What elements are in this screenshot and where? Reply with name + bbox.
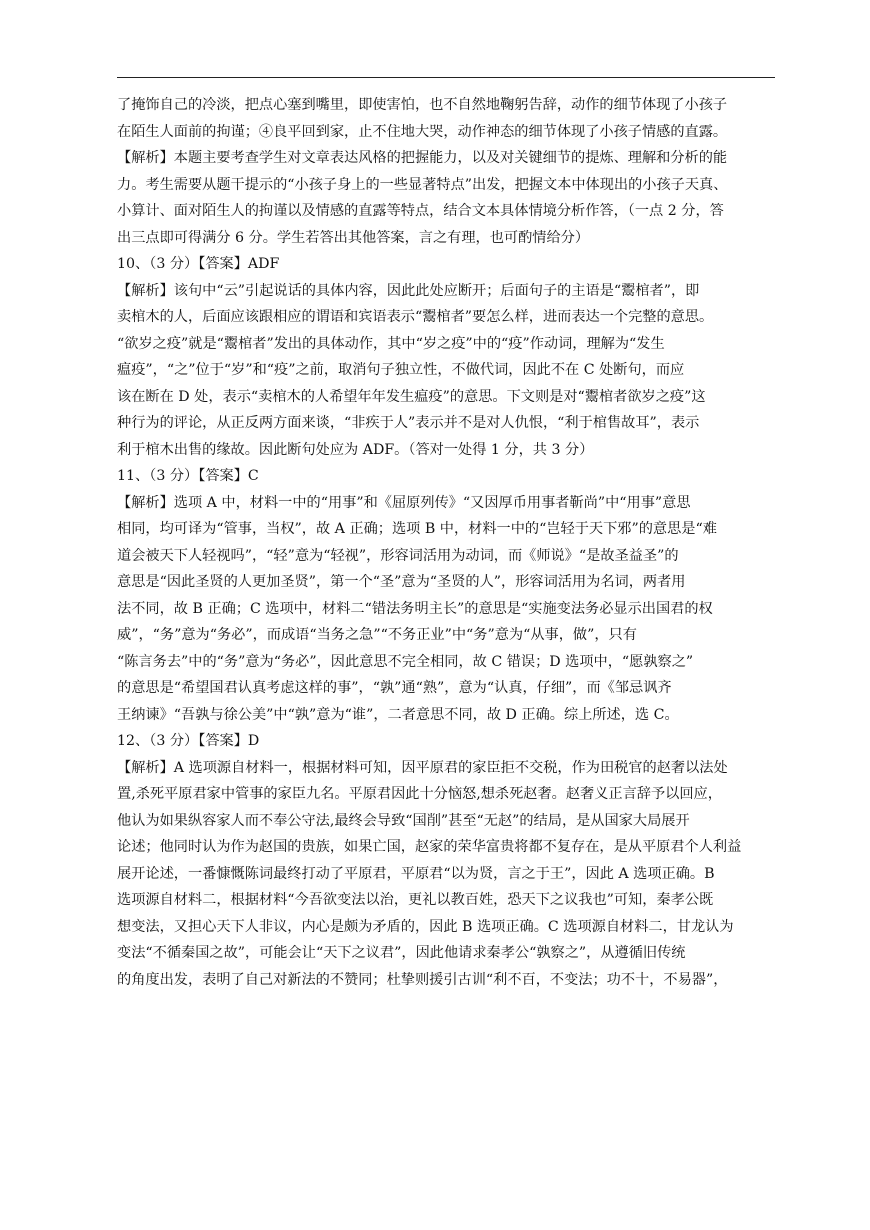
text-line: 论述；他同时认为作为赵国的贵族，如果亡国，赵家的荣华富贵将都不复存在，是从平原君个人利益	[117, 839, 742, 855]
answer-text-body	[117, 92, 777, 993]
text-line: 卖棺木的人，后面应该跟相应的谓语和宾语表示“鬻棺者”要怎么样，进而表达一个完整的意思。	[117, 309, 714, 325]
text-line: 道会被天下人轻视吗”，“轻”意为“轻视”，形容词活用为动词，而《师说》“是故圣益圣”的	[117, 547, 679, 564]
text-line: 瘟疫”，“之”位于“岁”和“疫”之前，取消句子独立性，不做代词，因此不在 C 处断句，而应	[117, 362, 685, 378]
text-line: 【解析】该句中“云”引起说话的具体内容，因此此处应断开；后面句子的主语是“鬻棺者”，即	[117, 282, 700, 299]
text-line: “欲岁之疫”就是“鬻棺者”发出的具体动作，其中“岁之疫”中的“疫”作动词，理解为“发生	[117, 335, 665, 352]
header-rule	[117, 77, 775, 78]
text-line: 法不同，故 B 正确；C 选项中，材料二“错法务明主长”的意思是“实施变法务必显示出国君的权	[117, 600, 713, 617]
text-line: 种行为的评论，从正反两方面来谈，“非疾于人”表示并不是对人仇恨，“利于棺售故耳”，表示	[117, 415, 700, 431]
text-line: 11、（3 分）【答案】C	[117, 468, 259, 484]
text-line: 小算计、面对陌生人的拘谨以及情感的直露等特点，结合文本具体情境分析作答，（一点 2 分，答	[117, 203, 724, 219]
text-line: 选项源自材料二，根据材料“今吾欲变法以治，更礼以教百姓，恐天下之议我也”可知，秦孝公既	[117, 892, 714, 908]
text-line: 他认为如果纵容家人而不奉公守法,最终会导致“国削”甚至“无赵”的结局，是从国家大局展开	[117, 812, 690, 829]
text-line: 【解析】A 选项源自材料一，根据材料可知，因平原君的家臣拒不交税，作为田税官的赵奢以法处	[117, 759, 728, 776]
text-line: 该在断在 D 处，表示“卖棺木的人希望年年发生瘟疫”的意思。下文则是对“鬻棺者欲岁之疫”这	[117, 388, 706, 405]
text-line: 变法“不循秦国之故”，可能会让“天下之议君”，因此他请求秦孝公“孰察之”，从遵循旧传统	[117, 945, 686, 961]
text-line: 10、（3 分）【答案】ADF	[117, 256, 280, 272]
text-line: 出三点即可得满分 6 分。学生若答出其他答案，言之有理，也可酌情给分）	[117, 229, 590, 246]
text-line: 了掩饰自己的冷淡，把点心塞到嘴里，即使害怕，也不自然地鞠躬告辞，动作的细节体现了小孩子	[117, 97, 728, 113]
text-line: 威”，“务”意为“务必”，而成语“当务之急”“不务正业”中“务”意为“从事，做”，只有	[117, 627, 637, 643]
text-line: “陈言务去”中的“务”意为“务必”，因此意思不完全相同，故 C 错误；D 选项中，“愿孰察之”	[117, 653, 694, 670]
text-line: 的角度出发，表明了自己对新法的不赞同；杜挚则援引古训“利不百，不变法；功不十，不易器”，	[117, 971, 728, 988]
text-line: 展开论述，一番慷慨陈词最终打动了平原君，平原君“以为贤，言之于王”，因此 A 选项正确。B	[117, 865, 715, 882]
text-line: 【解析】选项 A 中，材料一中的“用事”和《屈原列传》“又因厚币用事者靳尚”中“用事”意思	[117, 494, 691, 511]
text-line: 王纳谏》“吾孰与徐公美”中“孰”意为“谁”，二者意思不同，故 D 正确。综上所述，选 C。	[117, 706, 679, 723]
text-line: 【解析】本题主要考查学生对文章表达风格的把握能力，以及对关键细节的提炼、理解和分析的能	[117, 150, 728, 166]
text-line: 相同，均可译为“管事，当权”，故 A 正确；选项 B 中，材料一中的“岂轻于天下邪”的意思是“难	[117, 521, 717, 537]
text-line: 的意思是“希望国君认真考虑这样的事”，“孰”通“熟”，意为“认真，仔细”，而《邹忌讽齐	[117, 680, 672, 696]
text-line: 12、（3 分）【答案】D	[117, 733, 260, 749]
text-line: 在陌生人面前的拘谨；④良平回到家，止不住地大哭，动作神态的细节体现了小孩子情感的直露。	[117, 123, 728, 140]
text-line: 意思是“因此圣贤的人更加圣贤”，第一个“圣”意为“圣贤的人”，形容词活用为名词，两者用	[117, 574, 686, 590]
text-line: 置,杀死平原君家中管事的家臣九名。平原君因此十分恼怒,想杀死赵奢。赵奢义正言辞予以回应，	[117, 786, 722, 802]
text-line: 想变法，又担心天下人非议，内心是颇为矛盾的，因此 B 选项正确。C 选项源自材料二，甘龙认为	[117, 918, 734, 935]
text-line: 力。考生需要从题干提示的“小孩子身上的一些显著特点”出发，把握文本中体现出的小孩子天真、	[117, 176, 728, 193]
text-line: 利于棺木出售的缘故。因此断句处应为 ADF。（答对一处得 1 分，共 3 分）	[117, 441, 594, 458]
